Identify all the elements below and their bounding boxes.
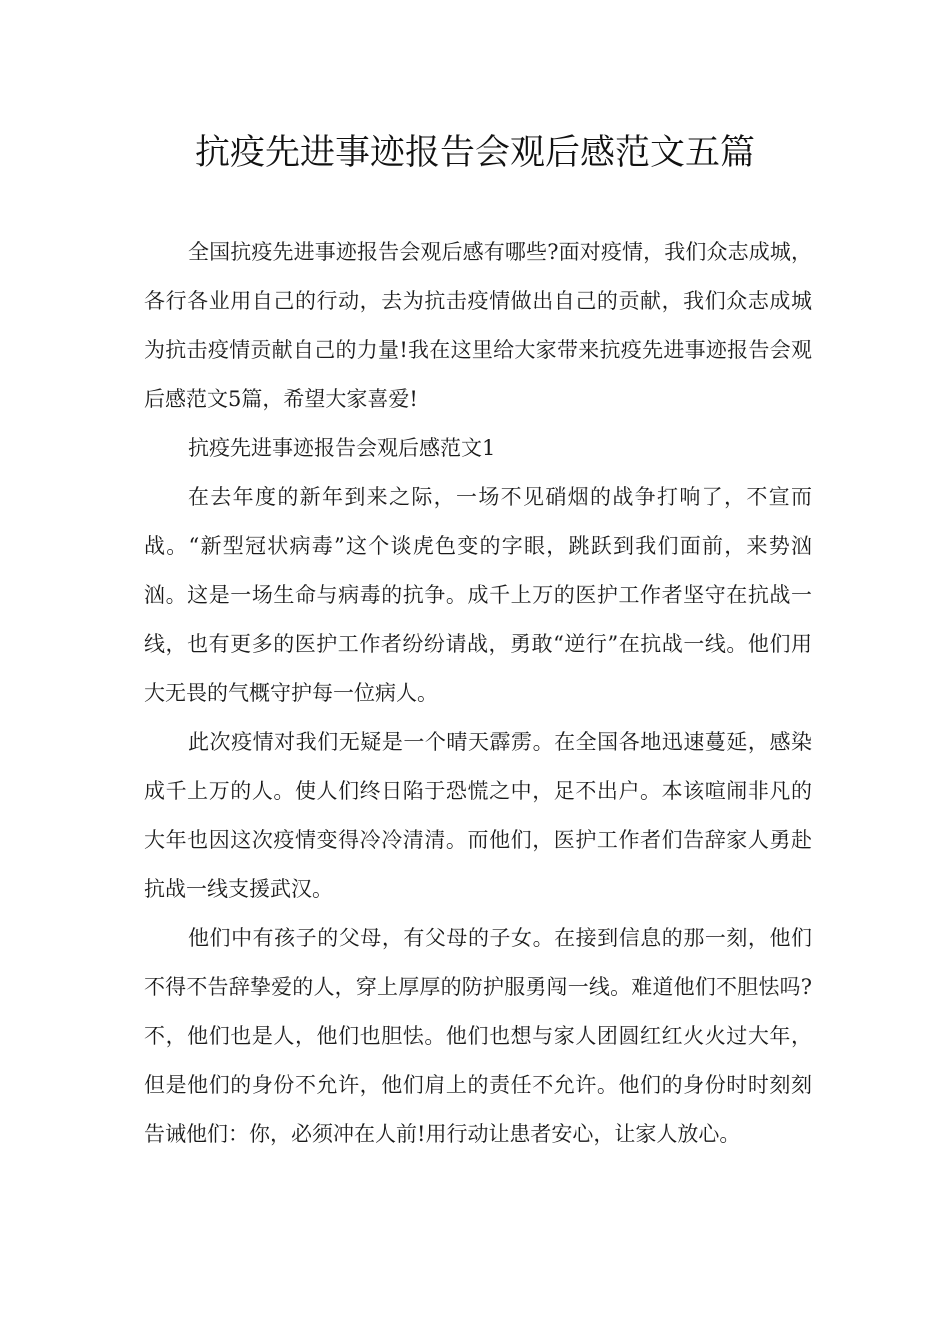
document-body — [144, 228, 812, 1159]
paragraph-heading-1: 抗疫先进事迹报告会观后感范文1 — [188, 436, 496, 460]
paragraph-1: 在去年度的新年到来之际，一场不见硝烟的战争打响了，不宣而战。“新型冠状病毒”这个谈虎色变的字眼，跳跃到我们面前，来势汹汹。这是一场生命与病毒的抗争。成千上万的医护工作者坚守在抗战一线，也有更多的医护工作者纷纷请战，勇敢“逆行”在抗战一线。他们用大无畏的气概守护每一位病人。 — [144, 485, 812, 705]
paragraph-intro: 全国抗疫先进事迹报告会观后感有哪些?面对疫情，我们众志成城，各行各业用自己的行动，去为抗击疫情做出自己的贡献，我们众志成城为抗击疫情贡献自己的力量!我在这里给大家带来抗疫先进事迹报告会观后感范文5篇，希望大家喜爱! — [144, 240, 812, 411]
paragraph-2: 此次疫情对我们无疑是一个晴天霹雳。在全国各地迅速蔓延，感染成千上万的人。使人们终日陷于恐慌之中，足不出户。本该喧闹非凡的大年也因这次疫情变得冷冷清清。而他们，医护工作者们告辞家人勇赴抗战一线支援武汉。 — [144, 730, 812, 901]
paragraph-3: 他们中有孩子的父母，有父母的子女。在接到信息的那一刻，他们不得不告辞挚爱的人，穿上厚厚的防护服勇闯一线。难道他们不胆怯吗?不，他们也是人，他们也胆怯。他们也想与家人团圆红红火火过大年，但是他们的身份不允许，他们肩上的责任不允许。他们的身份时时刻刻告诫他们：你，必须冲在人前!用行动让患者安心，让家人放心。 — [144, 926, 812, 1146]
document-title: 抗疫先进事迹报告会观后感范文五篇 — [194, 133, 755, 173]
